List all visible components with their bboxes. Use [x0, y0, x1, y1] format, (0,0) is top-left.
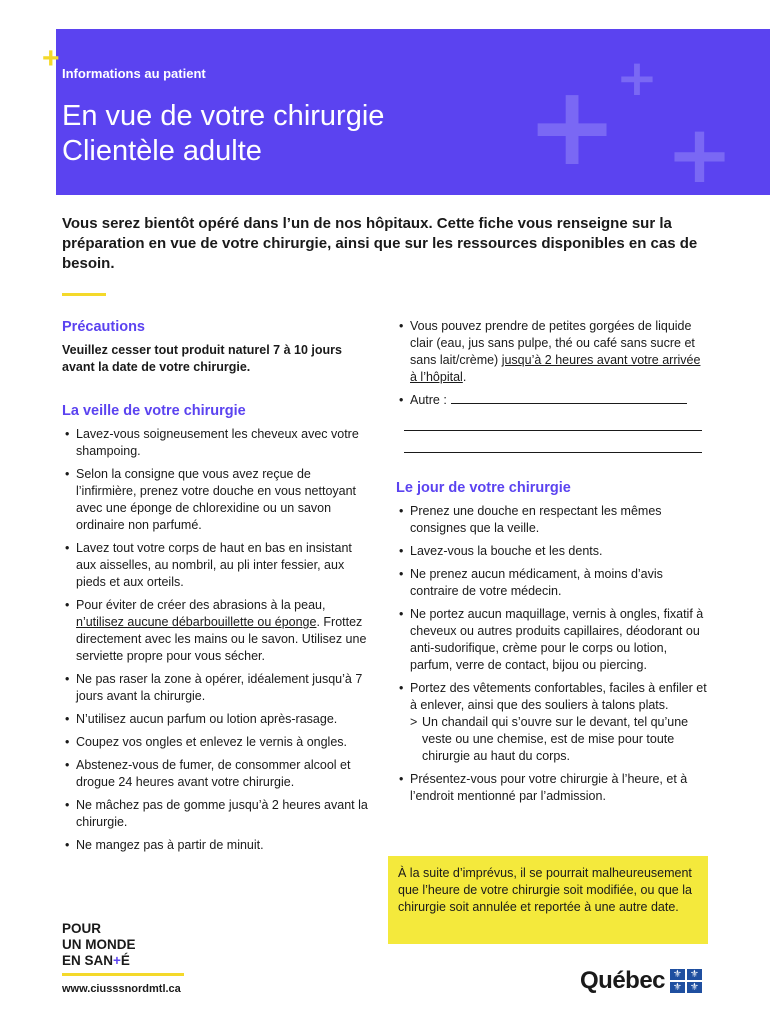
list-item	[396, 318, 710, 386]
accent-divider	[62, 293, 106, 296]
plus-decoration-icon: +	[526, 62, 619, 190]
list-item	[396, 680, 710, 765]
sub-item	[410, 714, 710, 765]
list-item: • Coupez vos ongles et enlevez le vernis à ongles.	[62, 734, 372, 751]
brand-line-3	[62, 953, 136, 969]
page-title	[62, 99, 384, 169]
liquid-deadline: jusqu’à 2 heures avant votre arrivée à l’hôpital	[410, 353, 701, 384]
autre-blank-line	[404, 431, 702, 453]
brand-logo	[62, 921, 136, 969]
list-item: • Ne pas raser la zone à opérer, idéalement jusqu’à 7 jours avant la chirurgie.	[62, 671, 372, 705]
arrow-icon: >	[410, 715, 418, 729]
liquid-text-post: .	[462, 370, 467, 384]
veille-list	[62, 426, 372, 854]
list-item	[62, 597, 372, 665]
abrasion-warning: n’utilisez aucune débarbouillette ou éponge	[76, 615, 317, 629]
right-column	[396, 318, 710, 811]
jour-list	[396, 503, 710, 805]
list-item: • Prenez une douche en respectant les mêmes consignes que la veille.	[396, 503, 710, 537]
liquid-list	[396, 318, 710, 409]
precautions-text: Veuillez cesser tout produit naturel 7 à 10 jours avant la date de votre chirurgie.	[62, 343, 342, 374]
abrasion-text-pre: Pour éviter de créer des abrasions à la peau,	[76, 598, 326, 612]
autre-blank-line	[451, 392, 687, 404]
precautions-heading: Précautions	[62, 319, 145, 335]
list-item: • Abstenez-vous de fumer, de consommer alcool et drogue 24 heures avant votre chirurgie.	[62, 757, 372, 791]
website-link[interactable]: www.ciusssnordmtl.ca	[62, 983, 181, 995]
jour-heading: Le jour de votre chirurgie	[396, 480, 571, 496]
list-item: • N’utilisez aucun parfum ou lotion après-rasage.	[62, 711, 372, 728]
list-item: • Ne prenez aucun médicament, à moins d’avis contraire de votre médecin.	[396, 566, 710, 600]
list-item: • Ne portez aucun maquillage, vernis à ongles, fixatif à cheveux ou autres produits capillaires, déodorant ou anti-sudorifique, crème pour le corps ou lotion, parfum, verre de contact, bijou ou piercing.	[396, 606, 710, 674]
intro-paragraph: Vous serez bientôt opéré dans l’un de nos hôpitaux. Cette fiche vous renseigne sur la préparation en vue de votre chirurgie, ainsi que sur les ressources disponibles en cas de besoin.	[62, 215, 698, 272]
chandail-text: Un chandail qui s’ouvre sur le devant, tel qu’une veste ou une chemise, est de mise pour toute chirurgie au haut du corps.	[422, 715, 689, 763]
plus-decoration-icon: +	[616, 49, 658, 107]
list-item: • Lavez-vous soigneusement les cheveux avec votre shampoing.	[62, 426, 372, 460]
quebec-logo	[580, 967, 702, 995]
footer-divider	[62, 973, 184, 976]
quebec-wordmark: Québec	[580, 967, 666, 994]
list-item	[396, 392, 710, 409]
brand-line-2: UN MONDE	[62, 937, 136, 952]
plus-decoration-icon: +	[666, 108, 734, 195]
left-column	[62, 318, 372, 860]
notice-box: À la suite d’imprévus, il se pourrait malheureusement que l’heure de votre chirurgie soit modifiée, ou que la chirurgie soit annulée et reportée à une autre date.	[388, 856, 708, 944]
yellow-plus-icon: +	[42, 42, 60, 75]
brand-plus: +	[113, 953, 121, 968]
header-banner	[56, 29, 770, 195]
brand-text: EN SAN	[62, 953, 114, 968]
autre-blank-line	[404, 409, 702, 431]
veille-heading: La veille de votre chirurgie	[62, 403, 246, 419]
liquid-text-pre: Vous pouvez prendre de petites gorgées de liquide clair (eau, jus sans pulpe, thé ou café sans sucre et sans lait/crème)	[410, 319, 695, 367]
fleur-de-lis-flag-icon: ⚜ ⚜ ⚜ ⚜	[670, 969, 702, 993]
list-item: • Présentez-vous pour votre chirurgie à l’heure, et à l’endroit mentionné par l’admission.	[396, 771, 710, 805]
title-line-2: Clientèle adulte	[62, 135, 262, 167]
list-item: • Ne mâchez pas de gomme jusqu’à 2 heures avant la chirurgie.	[62, 797, 372, 831]
autre-label: Autre :	[410, 393, 447, 407]
abrasion-text-post: . Frottez directement avec les mains ou le savon. Utilisez une serviette propre pour vous sécher.	[76, 615, 367, 663]
brand-line-1: POUR	[62, 921, 102, 936]
list-item: • Ne mangez pas à partir de minuit.	[62, 837, 372, 854]
document-category: Informations au patient	[62, 66, 206, 81]
list-item: • Selon la consigne que vous avez reçue de l’infirmière, prenez votre douche en vous nettoyant avec une éponge de chlorexidine ou un savon ordinaire non parfumé.	[62, 466, 372, 534]
title-line-1: En vue de votre chirurgie	[62, 100, 385, 132]
vetements-text: Portez des vêtements confortables, faciles à enfiler et à enlever, ainsi que des souliers à talons plats.	[410, 681, 707, 712]
list-item: • Lavez tout votre corps de haut en bas en insistant aux aisselles, au nombril, au pli inter fessier, aux pieds et aux orteils.	[62, 540, 372, 591]
brand-text: É	[120, 953, 130, 968]
list-item: • Lavez-vous la bouche et les dents.	[396, 543, 710, 560]
